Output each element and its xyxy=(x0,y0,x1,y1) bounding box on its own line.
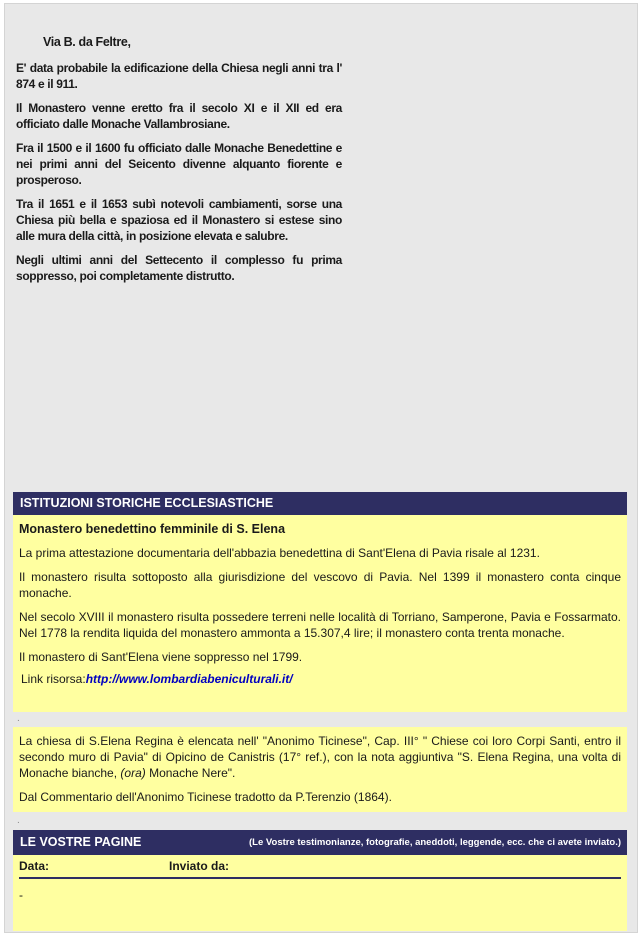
anonimo-text-1c: Monache Nere". xyxy=(145,766,236,780)
history-paragraph-5: Negli ultimi anni del Settecento il complesso fu prima soppresso, poi completamente distrutto. xyxy=(16,253,342,283)
anonimo-panel xyxy=(13,727,627,812)
column-date: Data: xyxy=(19,859,50,873)
page-container xyxy=(4,3,638,933)
vostre-pagine-columns xyxy=(19,855,621,879)
monastero-subtitle: Monastero benedettino femminile di S. Elena xyxy=(19,522,286,536)
empty-entry: - xyxy=(19,888,23,902)
anonimo-paragraph-2: Dal Commentario dell'Anonimo Ticinese tradotto da P.Terenzio (1864). xyxy=(19,790,392,804)
column-sender: Inviato da: xyxy=(169,859,230,873)
address-heading: Via B. da Feltre, xyxy=(43,35,131,49)
vostre-pagine-header xyxy=(13,830,627,855)
history-paragraph-3: Fra il 1500 e il 1600 fu officiato dalle Monache Benedettine e nei primi anni del Seicento divenne alquanto fiorente e prosperoso. xyxy=(16,141,342,187)
resource-link-line xyxy=(19,671,621,687)
history-paragraph-2: Il Monastero venne eretto fra il secolo XI e il XII ed era officiato dalle Monache Vallambrosiane. xyxy=(16,101,342,131)
istituzioni-paragraph-3: Nel secolo XVIII il monastero risulta possedere terreni nelle località di Torriano, Samperone, Pavia e Fossarmato. Nel 1778 la rendita liquida del monastero ammonta a 15.307,4 lire; il monastero conta trenta monache. xyxy=(19,610,621,640)
istituzioni-paragraph-2: Il monastero risulta sottoposto alla giurisdizione del vescovo di Pavia. Nel 1399 il monastero conta cinque monache. xyxy=(19,570,621,600)
vostre-pagine-panel xyxy=(13,855,627,931)
church-history xyxy=(16,34,342,292)
separator-dot-2: . xyxy=(17,815,20,826)
anonimo-text-1a: La chiesa di S.Elena Regina è elencata nell' "Anonimo Ticinese", Cap. III° " Chiese coi loro Corpi Santi, entro il secondo muro di Pavia" di Opicino de Canistris (17° ref.), con la nota aggiuntiva "S. Elena Regina, una volta di Monache bianche, xyxy=(19,734,621,780)
resource-link-label: Link risorsa: xyxy=(21,672,86,686)
istituzioni-paragraph-4: Il monastero di Sant'Elena viene soppresso nel 1799. xyxy=(19,650,303,664)
history-paragraph-4: Tra il 1651 e il 1653 subì notevoli cambiamenti, sorse una Chiesa più bella e spaziosa ed il Monastero si estese sino alle mura della città, in posizione elevata e salubre. xyxy=(16,197,342,243)
istituzioni-paragraph-1: La prima attestazione documentaria dell'abbazia benedettina di Sant'Elena di Pavia risale al 1231. xyxy=(19,546,540,560)
istituzioni-panel xyxy=(13,515,627,712)
anonimo-paragraph-1 xyxy=(19,733,621,781)
separator-dot-1: . xyxy=(17,713,20,724)
anonimo-text-1b: (ora) xyxy=(120,766,146,780)
resource-link[interactable]: http://www.lombardiabeniculturali.it/ xyxy=(85,672,293,686)
vostre-pagine-note: (Le Vostre testimonianze, fotografie, aneddoti, leggende, ecc. che ci avete inviato.) xyxy=(249,837,621,848)
istituzioni-header: ISTITUZIONI STORICHE ECCLESIASTICHE xyxy=(13,492,627,515)
vostre-pagine-title: LE VOSTRE PAGINE xyxy=(20,835,142,849)
history-paragraph-1: E' data probabile la edificazione della Chiesa negli anni tra l' 874 e il 911. xyxy=(16,61,342,91)
